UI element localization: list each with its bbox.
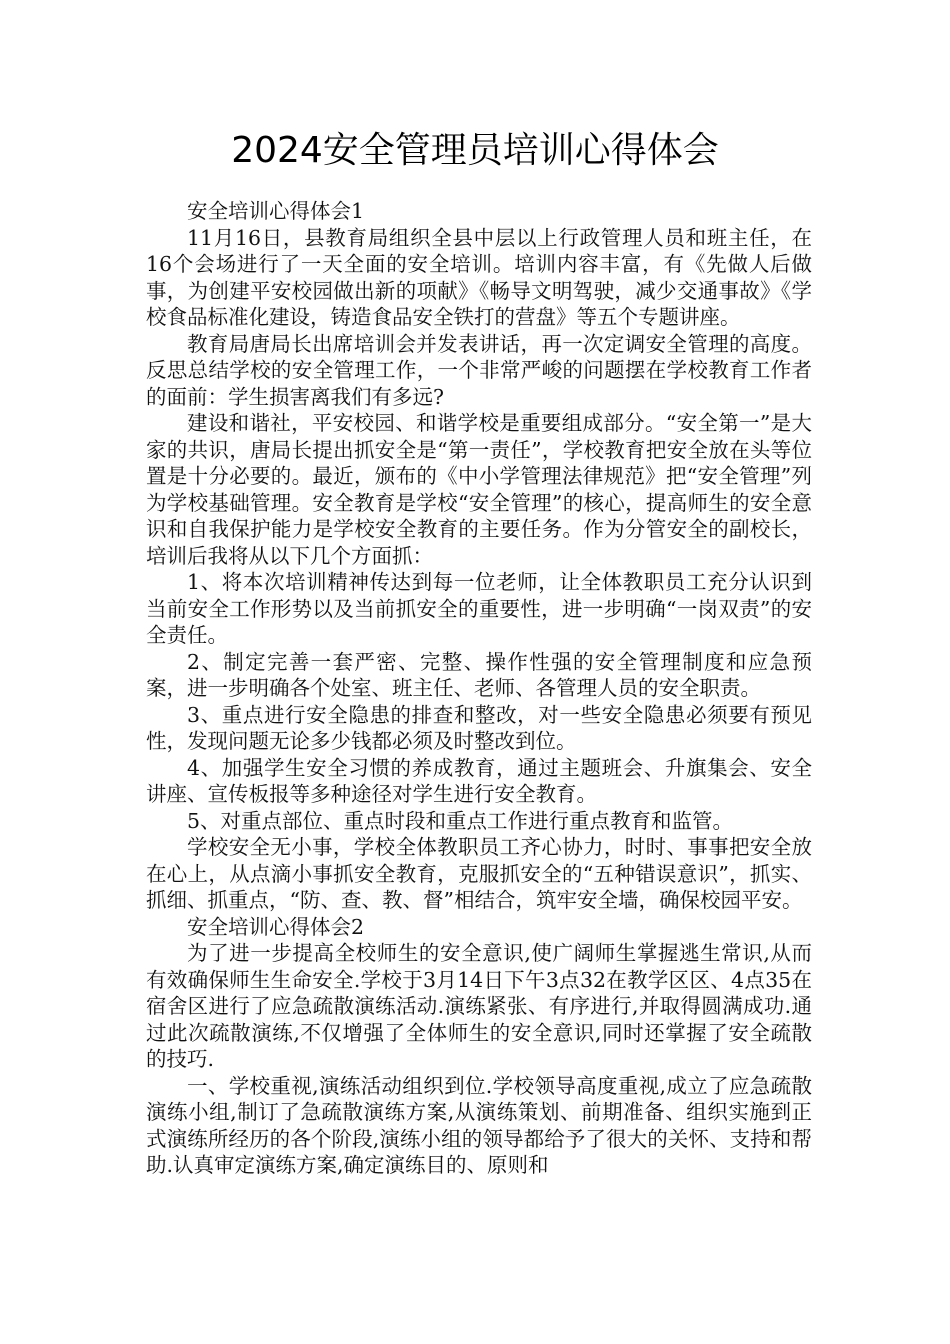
paragraph: 为了进一步提高全校师生的安全意识,使广阔师生掌握逃生常识,从而有效确保师生生命安全.学校于3月14日下午3点32在教学区区、4点35在宿舍区进行了应急疏散演练活动.演练紧张、有序进行,并取得圆满成功.通过此次疏散演练,不仅增强了全体师生的安全意识,同时还掌握了安全疏散的技巧.	[146, 941, 812, 1071]
paragraph: 学校安全无小事，学校全体教职员工齐心协力，时时、事事把安全放在心上，从点滴小事抓安全教育，克服抓安全的“五种错误意识”，抓实、抓细、抓重点，“防、查、教、督”相结合，筑牢安全墙，确保校园平安。	[146, 835, 812, 912]
paragraph: 一、学校重视,演练活动组织到位.学校领导高度重视,成立了应急疏散演练小组,制订了急疏散演练方案,从演练策划、前期准备、组织实施到正式演练所经历的各个阶段,演练小组的领导都给予了很大的关怀、支持和帮助.认真审定演练方案,确定演练目的、原则和	[146, 1073, 812, 1177]
list-item: 5、对重点部位、重点时段和重点工作进行重点教育和监管。	[187, 808, 734, 833]
document-body	[146, 198, 812, 1179]
list-item: 1、将本次培训精神传达到每一位老师，让全体教职员工充分认识到当前安全工作形势以及当前抓安全的重要性，进一步明确“一岗双责”的安全责任。	[146, 570, 812, 647]
section-heading: 安全培训心得体会1	[187, 199, 365, 223]
section-heading: 安全培训心得体会2	[187, 914, 365, 939]
paragraph: 建设和谐社，平安校园、和谐学校是重要组成部分。“安全第一”是大家的共识，唐局长提出抓安全是“第一责任”，学校教育把安全放在头等位置是十分必要的。最近，颁布的《中小学管理法律规范》把“安全管理”列为学校基础管理。安全教育是学校“安全管理”的核心，提高师生的安全意识和自我保护能力是学校安全教育的主要任务。作为分管安全的副校长，培训后我将从以下几个方面抓：	[146, 411, 812, 568]
paragraph: 11月16日，县教育局组织全县中层以上行政管理人员和班主任，在16个会场进行了一天全面的安全培训。培训内容丰富，有《先做人后做事，为创建平安校园做出新的项献》《畅导文明驾驶，减少交通事故》《学校食品标准化建设，铸造食品安全铁打的营盘》等五个专题讲座。	[146, 225, 812, 329]
list-item: 4、加强学生安全习惯的养成教育，通过主题班会、升旗集会、安全讲座、宣传板报等多种途径对学生进行安全教育。	[146, 755, 812, 806]
list-item: 3、重点进行安全隐患的排查和整改，对一些安全隐患必须要有预见性，发现问题无论多少钱都必须及时整改到位。	[146, 702, 812, 753]
list-item: 2、制定完善一套严密、完整、操作性强的安全管理制度和应急预案，进一步明确各个处室、班主任、老师、各管理人员的安全职责。	[146, 649, 812, 700]
paragraph: 教育局唐局长出席培训会并发表讲话，再一次定调安全管理的高度。反思总结学校的安全管理工作，一个非常严峻的问题摆在学校教育工作者的面前：学生损害离我们有多远?	[146, 331, 812, 409]
page-title: 2024安全管理员培训心得体会	[231, 130, 719, 171]
